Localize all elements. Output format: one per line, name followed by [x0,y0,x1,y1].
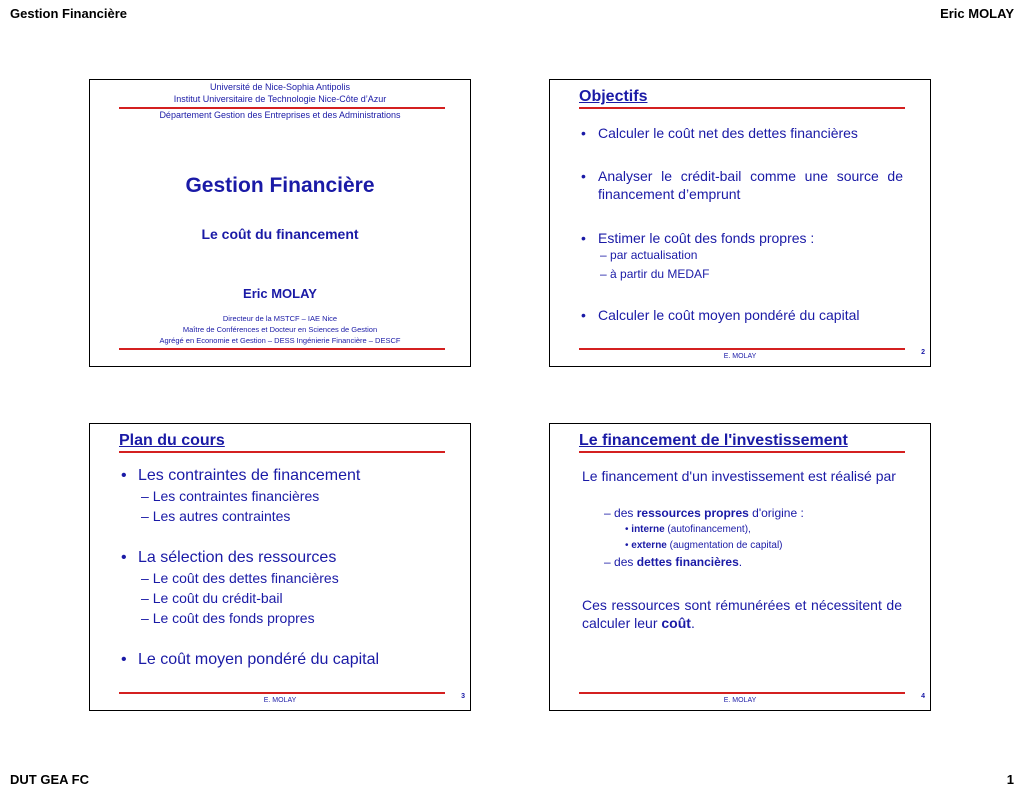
internal-equity-item: • interne (autofinancement), [625,524,751,535]
slide-course-plan [89,423,471,711]
plan-section: • Le coût moyen pondéré du capital [121,651,380,668]
bullet-icon: • [581,230,586,246]
dash-icon: – [604,555,611,569]
objective-subitem: – à partir du MEDAF [600,267,710,281]
bullet-icon: • [121,467,127,484]
bullet-icon: • [121,651,127,668]
author-role-3: Agrégé en Economie et Gestion – DESS Ingénierie Financière – DESCF [159,336,401,345]
equity-item: – des ressources propres d'origine : [604,506,804,520]
page-header-author: Eric MOLAY [940,6,1014,21]
dash-icon: – [604,506,611,520]
bullet-icon: • [625,524,629,535]
author-role-2: Maître de Conférences et Docteur en Sciences de Gestion [182,325,378,334]
footer-rule [579,348,905,350]
slide-footer-author: E. MOLAY [263,697,297,704]
conclusion-paragraph: Ces ressources sont rémunérées et nécessitent de calculer leur coût. [582,597,902,631]
objective-item: • Calculer le coût net des dettes financières [581,125,858,141]
footer-rule [119,348,445,350]
slide-investment-financing [549,423,931,711]
bullet-icon: • [581,125,586,141]
page-footer-course: DUT GEA FC [10,772,89,787]
header-rule [579,451,905,453]
slide-footer-author: E. MOLAY [723,697,757,704]
slide-subtitle: Le coût du financement [201,226,359,242]
slide-number: 2 [921,349,925,356]
institute-name: Institut Universitaire de Technologie Nice-Côte d’Azur [173,94,387,104]
objective-item: • Estimer le coût des fonds propres : [581,230,815,246]
bullet-icon: • [581,168,586,184]
page-number: 1 [1006,772,1014,787]
bullet-icon: • [581,307,586,323]
debt-item: – des dettes financières. [604,555,743,569]
dash-icon: – [141,570,149,586]
department-name: Département Gestion des Entreprises et des Administrations [159,110,401,120]
plan-subsection: – Le coût des dettes financières [141,570,339,586]
plan-section: • Les contraintes de financement [121,467,361,484]
footer-rule [119,692,445,694]
university-name: Université de Nice-Sophia Antipolis [209,82,351,92]
dash-icon: – [141,590,149,606]
bullet-icon: • [121,549,127,566]
header-rule [579,107,905,109]
slide-title: Le financement de l'investissement [579,432,848,449]
slide-title: Plan du cours [119,432,225,449]
objective-item: • Analyser le crédit-bail comme une source de financement d’emprunt [581,168,903,202]
dash-icon: – [600,267,607,281]
slide-title-page [89,79,471,367]
slide-objectives [549,79,931,367]
author-name: Eric MOLAY [243,286,317,301]
slide-number: 3 [461,693,465,700]
external-equity-item: • externe (augmentation de capital) [625,540,783,551]
slide-number: 4 [921,693,925,700]
plan-subsection: – Le coût du crédit-bail [141,590,283,606]
bullet-icon: • [625,540,629,551]
footer-rule [579,692,905,694]
objective-item: • Calculer le coût moyen pondéré du capital [581,307,860,323]
plan-subsection: – Les autres contraintes [141,508,291,524]
slide-main-title: Gestion Financière [185,174,375,197]
dash-icon: – [141,508,149,524]
author-role-1: Directeur de la MSTCF – IAE Nice [222,314,338,323]
intro-paragraph: Le financement d'un investissement est réalisé par [582,468,896,484]
objective-subitem: – par actualisation [600,248,698,262]
header-rule [119,451,445,453]
plan-section: • La sélection des ressources [121,549,337,566]
dash-icon: – [600,248,607,262]
plan-subsection: – Le coût des fonds propres [141,610,315,626]
plan-subsection: – Les contraintes financières [141,488,320,504]
dash-icon: – [141,488,149,504]
dash-icon: – [141,610,149,626]
slide-footer-author: E. MOLAY [723,353,757,360]
page-header-title: Gestion Financière [10,6,128,21]
header-rule [119,107,445,109]
slide-title: Objectifs [579,88,648,105]
